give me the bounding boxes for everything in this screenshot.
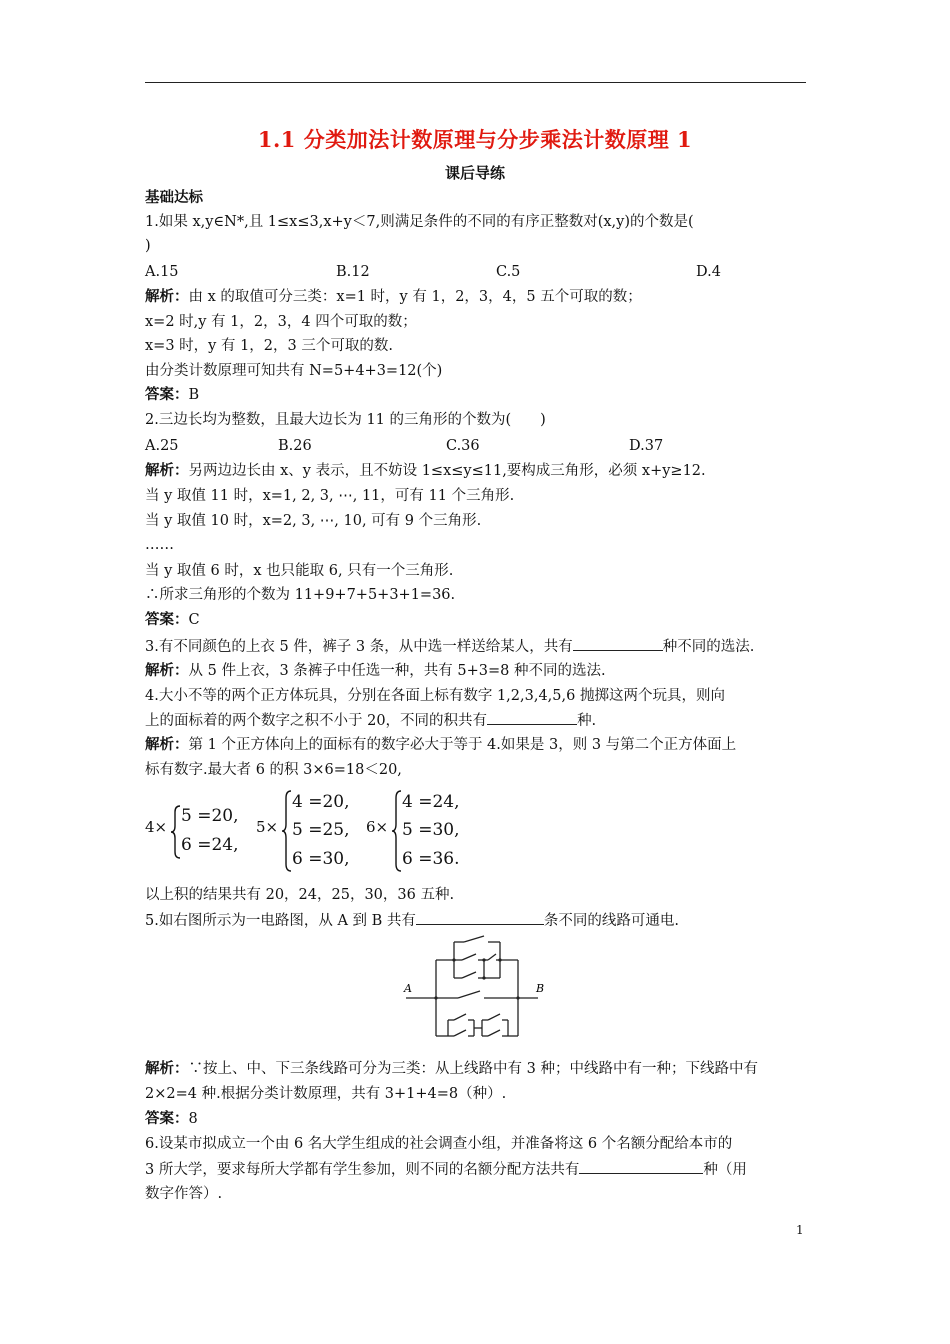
q1-answer xyxy=(145,385,199,405)
q4-analysis-line2: 标有数字.最大者 6 的积 3×6=18＜20, xyxy=(145,762,402,778)
analysis-label: 解析： xyxy=(145,288,189,305)
q1-stem: 1.如果 x,y∈N*,且 1≤x≤3,x+y＜7,则满足条件的不同的有序正整数对(x,y)的个数是( xyxy=(145,214,694,230)
q5-analysis xyxy=(145,1059,758,1079)
circuit-diagram xyxy=(400,928,550,1050)
q1-analysis-line3: x=3 时，y 有 1，2，3 三个可取的数. xyxy=(145,338,393,354)
product-row: 6 =30, xyxy=(292,849,350,869)
q2-analysis-ellipsis: …… xyxy=(145,537,174,553)
q1-analysis xyxy=(145,287,642,307)
q6-stem-end: 种（用 xyxy=(703,1162,747,1178)
q1-option-a: A.15 xyxy=(145,264,179,280)
product-row: 4 =24, xyxy=(402,792,460,812)
q3-answer-blank xyxy=(573,636,663,651)
answer-label: 答案： xyxy=(145,386,189,403)
q4-analysis-text: 第 1 个正方体向上的面标有的数字必大于等于 4.如果是 3，则 3 与第二个正方体面上 xyxy=(188,737,737,753)
q2-analysis-line3: 当 y 取值 10 时，x=2, 3, ⋯, 10, 可有 9 个三角形. xyxy=(145,513,482,529)
product-row: 5 =30, xyxy=(402,820,460,840)
q1-option-b: B.12 xyxy=(336,264,370,280)
analysis-label: 解析： xyxy=(145,662,189,679)
q1-analysis-text: 由 x 的取值可分三类：x=1 时，y 有 1，2，3，4，5 五个可取的数； xyxy=(188,289,642,305)
page-number: 1 xyxy=(796,1223,804,1237)
answer-label: 答案： xyxy=(145,1110,189,1127)
analysis-label: 解析： xyxy=(145,462,189,479)
q2-analysis-text: 另两边边长由 x、y 表示，且不妨设 1≤x≤y≤11,要构成三角形，必须 x+y≥12. xyxy=(188,463,706,479)
q1-analysis-line4: 由分类计数原理可知共有 N=5+4+3=12(个) xyxy=(145,363,443,379)
q6-stem: 6.设某市拟成立一个由 6 名大学生组成的社会调查小组，并准备将这 6 个名额分配给本市的 xyxy=(145,1136,733,1152)
product-row: 6 =24, xyxy=(181,835,239,855)
header-rule xyxy=(145,82,806,83)
page-subtitle: 课后导练 xyxy=(444,164,505,182)
q4-analysis xyxy=(145,735,736,755)
q1-stem-cont: ) xyxy=(145,238,151,254)
q6-stem-cont xyxy=(145,1159,747,1180)
product-row: 5 =20, xyxy=(181,806,239,826)
q3-stem-end: 种不同的选法. xyxy=(662,639,755,655)
q5-answer-blank xyxy=(416,910,544,925)
analysis-label: 解析： xyxy=(145,736,189,753)
answer-label: 答案： xyxy=(145,611,189,628)
product-row: 5 =25, xyxy=(292,820,350,840)
q2-answer-value: C xyxy=(188,612,200,628)
q5-stem-end: 条不同的线路可通电. xyxy=(543,913,680,929)
q5-analysis-line2: 2×2=4 种.根据分类计数原理，共有 3+1+4=8（种）. xyxy=(145,1086,507,1102)
q6-stem-text: 3 所大学，要求每所大学都有学生参加，则不同的名额分配方法共有 xyxy=(145,1162,580,1178)
q2-analysis xyxy=(145,461,706,481)
product-row: 4 =20, xyxy=(292,792,350,812)
q4-conclusion: 以上积的结果共有 20，24，25，30，36 五种. xyxy=(145,887,455,903)
q3-analysis-text: 从 5 件上衣，3 条裤子中任选一种，共有 5+3=8 种不同的选法. xyxy=(188,663,606,679)
q4-answer-blank xyxy=(487,710,577,725)
q2-option-c: C.36 xyxy=(446,438,480,454)
q3-analysis xyxy=(145,661,606,681)
q2-answer xyxy=(145,610,200,630)
group-multiplier: 4× xyxy=(145,818,168,836)
q2-option-b: B.26 xyxy=(278,438,312,454)
product-row: 6 =36. xyxy=(402,849,460,869)
q2-analysis-line6: ∴所求三角形的个数为 11+9+7+5+3+1=36. xyxy=(145,587,456,603)
q4-stem: 4.大小不等的两个正方体玩具，分别在各面上标有数字 1,2,3,4,5,6 抛掷这两个玩具，则向 xyxy=(145,688,725,704)
q6-answer-blank xyxy=(579,1159,703,1174)
q2-analysis-line2: 当 y 取值 11 时，x=1, 2, 3, ⋯, 11，可有 11 个三角形. xyxy=(145,488,515,504)
analysis-label: 解析： xyxy=(145,1060,189,1077)
q3-stem xyxy=(145,636,754,657)
group-multiplier: 6× xyxy=(366,818,389,836)
q1-analysis-line2: x=2 时,y 有 1，2，3，4 四个可取的数； xyxy=(145,314,417,330)
page-title: 1.1 分类加法计数原理与分步乘法计数原理 1 xyxy=(257,127,693,152)
q4-stem-text: 上的面标着的两个数字之积不小于 20，不同的积共有 xyxy=(145,713,488,729)
q5-stem-text: 5.如右图所示为一电路图，从 A 到 B 共有 xyxy=(145,913,416,929)
q1-option-c: C.5 xyxy=(496,264,521,280)
q1-answer-value: B xyxy=(188,387,200,403)
q6-stem-cont2: 数字作答）. xyxy=(145,1186,223,1202)
q5-answer-value: 8 xyxy=(188,1111,198,1127)
section-heading: 基础达标 xyxy=(145,189,203,206)
node-a-label: A xyxy=(404,982,412,995)
node-b-label: B xyxy=(536,982,545,995)
q3-stem-text: 3.有不同颜色的上衣 5 件，裤子 3 条，从中选一样送给某人，共有 xyxy=(145,639,573,655)
q4-stem-end: 种. xyxy=(577,713,597,729)
q2-analysis-line5: 当 y 取值 6 时，x 也只能取 6, 只有一个三角形. xyxy=(145,563,454,579)
q2-stem: 2.三边长均为整数，且最大边长为 11 的三角形的个数为( ) xyxy=(145,412,546,428)
q5-analysis-text: ∵按上、中、下三条线路可分为三类：从上线路中有 3 种；中线路中有一种；下线路中有 xyxy=(188,1061,758,1077)
q2-option-d: D.37 xyxy=(629,438,664,454)
group-multiplier: 5× xyxy=(256,818,279,836)
q1-option-d: D.4 xyxy=(696,264,721,280)
q4-stem-cont xyxy=(145,710,596,731)
q2-option-a: A.25 xyxy=(145,438,179,454)
q5-answer xyxy=(145,1109,198,1129)
